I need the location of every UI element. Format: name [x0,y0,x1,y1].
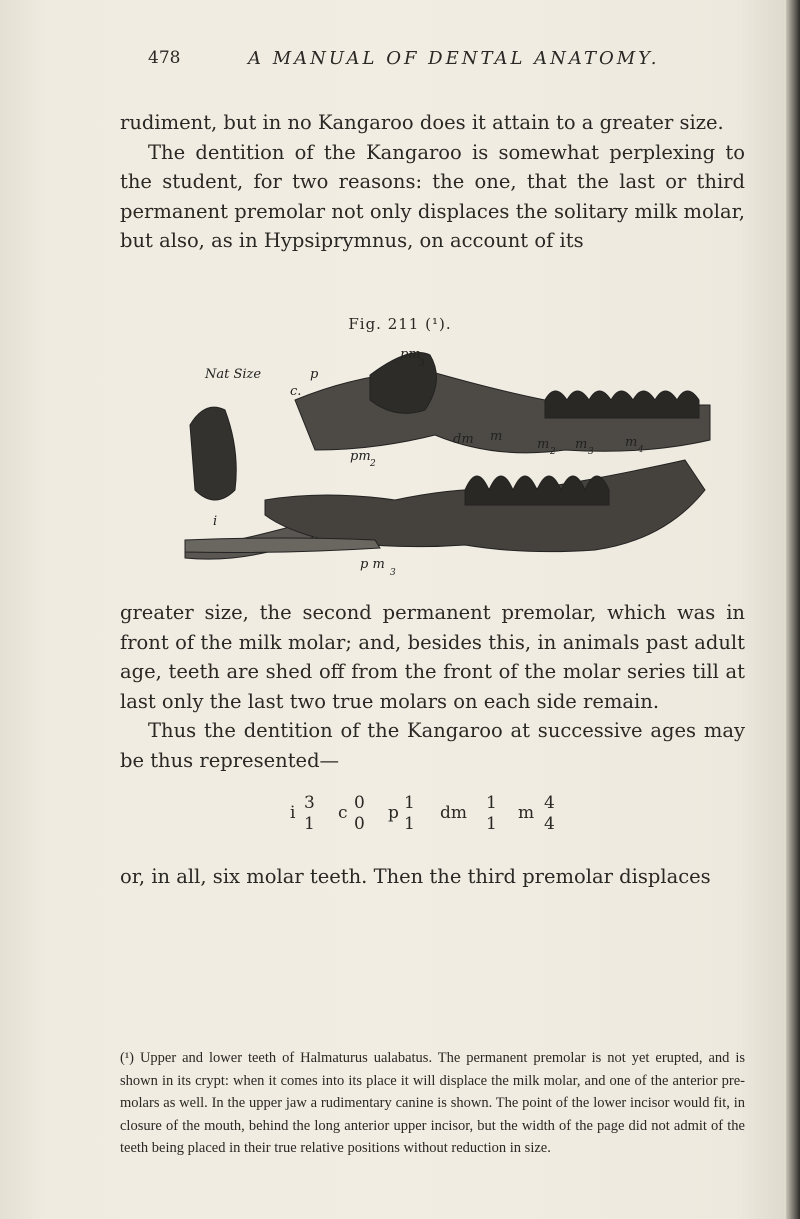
text-block-middle [120,598,745,775]
paragraph-continued: rudiment, but in no Kangaroo does it attain to a greater size. [120,111,724,134]
paragraph-six-molars: or, in all, six molar teeth. Then the third premolar displaces [120,865,711,888]
text-block-top [120,108,745,256]
paragraph-dentition: The dentition of the Kangaroo is somewhat perplexing to the student, for two reasons: the one, that the last or third permanent premolar not only displaces the solitary milk molar, but also, as in Hypsiprymnus, on account of its [120,140,745,252]
label-pm2-sub: 2 [370,459,376,469]
label-pm-lower: p m [360,557,385,572]
label-p: p [310,367,319,382]
formula-c-bottom: 0 [354,814,365,834]
book-spine-edge [786,0,800,1219]
formula-m-top: 4 [544,793,555,813]
footnote [120,1047,745,1160]
formula-c-top: 0 [354,793,365,813]
formula-dm-label: dm [440,803,468,823]
label-m3: m [575,437,588,452]
text-block-bottom [120,862,745,892]
formula-p-bottom: 1 [404,814,415,834]
dental-formula [290,793,620,853]
paragraph-thus: Thus the dentition of the Kangaroo at successive ages may be thus represented— [120,719,745,772]
formula-c-label: c [338,803,348,823]
formula-p-label: p [388,803,399,823]
formula-i-top: 3 [304,793,315,813]
label-pm-lower-sub: 3 [390,568,396,578]
footnote-text: (¹) Upper and lower teeth of Halmaturus ualabatus. The permanent premolar is not yet erupted, and is shown in its crypt: when it comes into its place it will displace the milk molar, and one of the anterior pre-molars as well. In the upper jaw a rudimentary canine is shown. The point of the lower incisor would fit, in closure of the mouth, behind the long anterior upper incisor, but the width of the page did not admit of the teeth being placed in their true relative positions without reduction in size. [120,1050,745,1156]
label-m2: m [537,437,550,452]
formula-i-label: i [290,803,296,823]
lower-jaw-illustration [265,460,705,552]
paragraph-greater-size: greater size, the second permanent premolar, which was in front of the milk molar; and, besides this, in animals past adult age, teeth are shed off from the front of the molar series till at last only the last two true molars on each side remain. [120,601,745,713]
formula-i-bottom: 1 [304,814,315,834]
label-m4-sub: 4 [638,445,644,455]
label-c: c. [290,384,302,399]
label-pm2: pm [350,449,371,464]
label-pm3: pm [400,347,421,362]
label-m1: m [490,429,503,444]
label-i: i [213,514,218,529]
page-number: 478 [148,48,181,68]
formula-p-top: 1 [404,793,415,813]
formula-m-bottom: 4 [544,814,555,834]
label-nat-size: Nat Size [205,367,262,382]
lower-incisor-illustration [185,538,380,553]
label-pm3-sub: 3 [419,359,425,369]
formula-m-label: m [518,803,535,823]
label-dm: dm [453,432,474,447]
running-title: A MANUAL OF DENTAL ANATOMY. [248,48,660,69]
formula-dm-bottom: 1 [486,814,497,834]
figure-kangaroo-teeth [165,340,725,585]
label-m4: m [625,435,638,450]
label-m2-sub: 2 [550,447,556,457]
formula-dm-top: 1 [486,793,497,813]
label-m3-sub: 3 [588,447,594,457]
page-header [148,48,748,82]
figure-caption: Fig. 211 (¹). [348,315,452,333]
